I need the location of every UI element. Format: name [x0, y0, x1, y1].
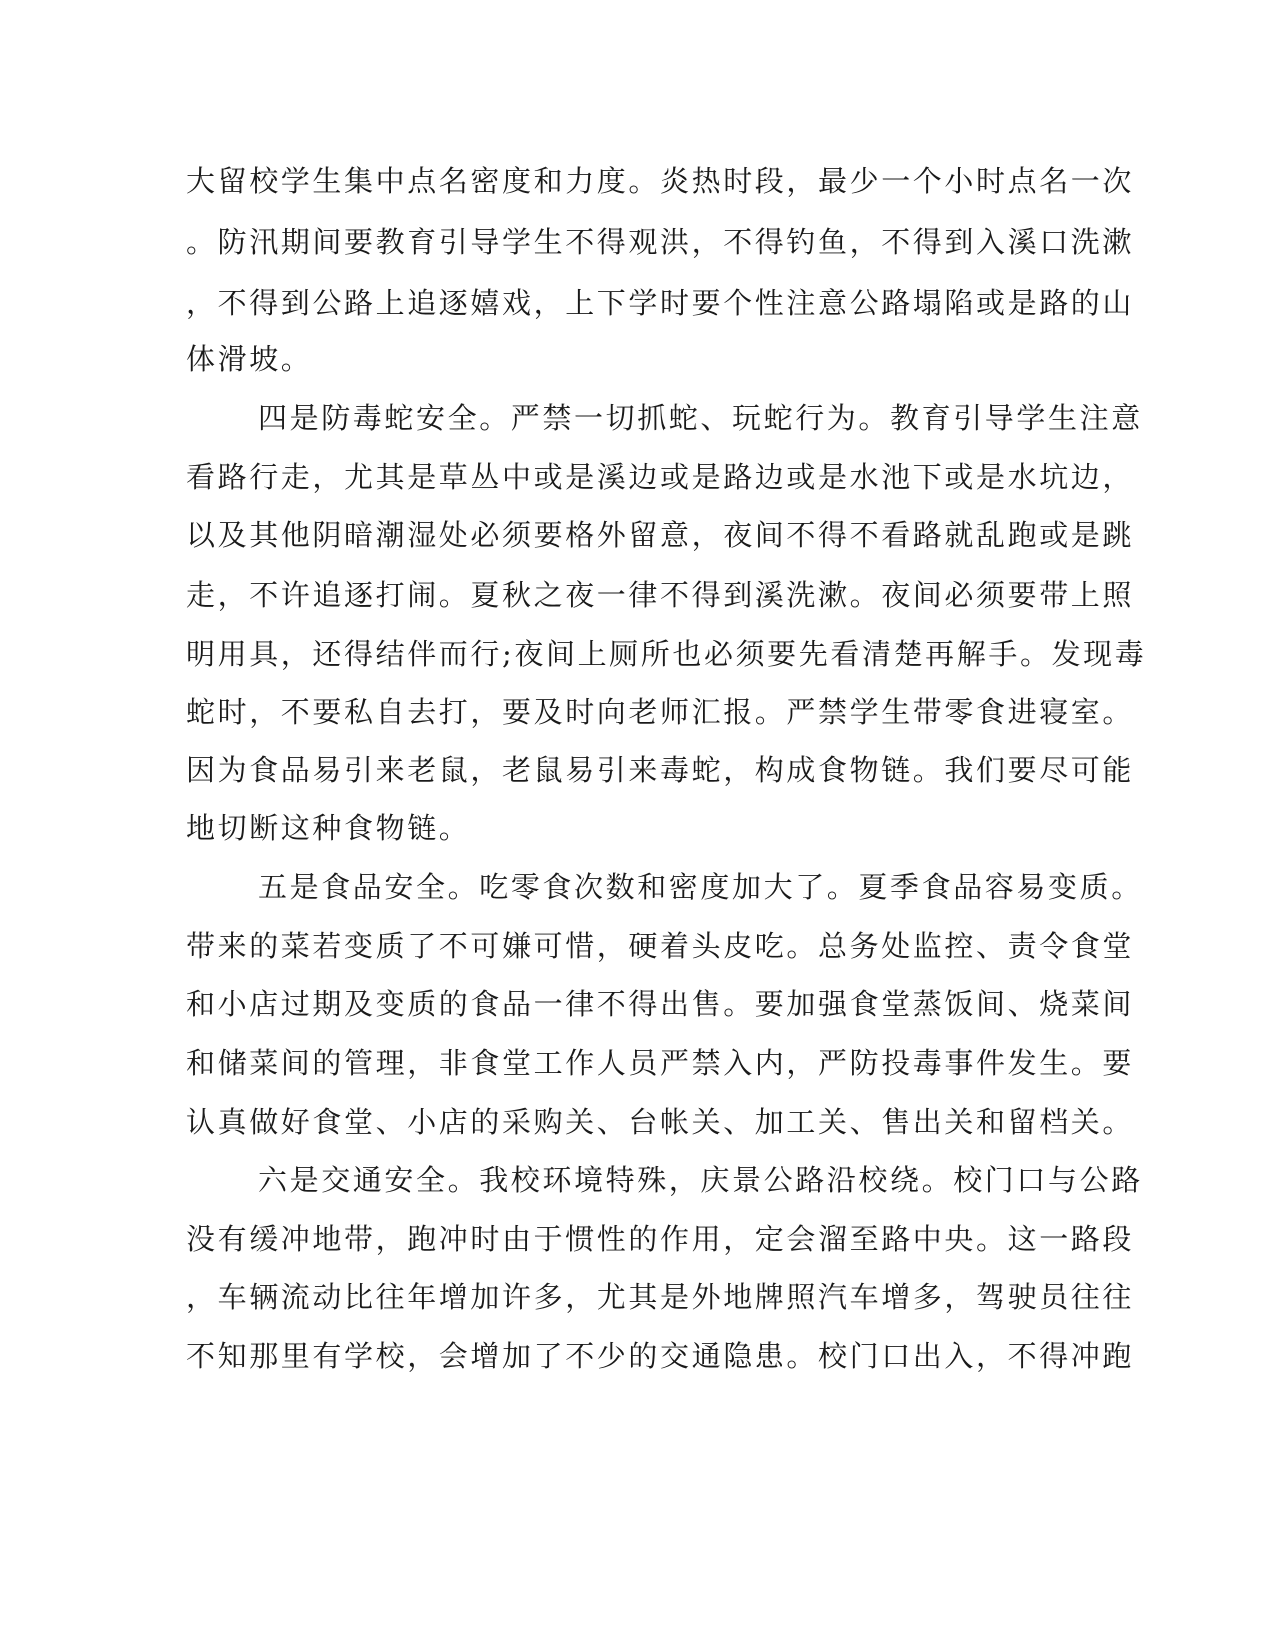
text-line: 和小店过期及变质的食品一律不得出售。要加强食堂蒸饭间、烧菜间 — [186, 987, 1135, 1021]
text-line: 不知那里有学校，会增加了不少的交通隐患。校门口出入，不得冲跑 — [186, 1339, 1135, 1373]
text-line: 带来的菜若变质了不可嫌可惜，硬着头皮吃。总务处监控、责令食堂 — [186, 929, 1135, 963]
text-line: 没有缓冲地带，跑冲时由于惯性的作用，定会溜至路中央。这一路段 — [186, 1222, 1135, 1256]
text-line: 地切断这种食物链。 — [186, 811, 471, 845]
text-line: ，不得到公路上追逐嬉戏，上下学时要个性注意公路塌陷或是路的山 — [186, 286, 1135, 320]
paragraph-start-line: 六是交通安全。我校环境特殊，庆景公路沿校绕。校门口与公路 — [258, 1163, 1143, 1197]
text-line: 和储菜间的管理，非食堂工作人员严禁入内，严防投毒事件发生。要 — [186, 1046, 1135, 1080]
text-line: 以及其他阴暗潮湿处必须要格外留意，夜间不得不看路就乱跑或是跳 — [186, 518, 1135, 552]
text-line: 大留校学生集中点名密度和力度。炎热时段，最少一个小时点名一次 — [186, 164, 1135, 198]
text-line: ，车辆流动比往年增加许多，尤其是外地牌照汽车增多，驾驶员往往 — [186, 1280, 1135, 1314]
text-line: 蛇时，不要私自去打，要及时向老师汇报。严禁学生带零食进寝室。 — [186, 695, 1135, 729]
paragraph-start-line: 五是食品安全。吃零食次数和密度加大了。夏季食品容易变质。 — [258, 870, 1143, 904]
text-line: 。防汛期间要教育引导学生不得观洪，不得钓鱼，不得到入溪口洗漱 — [186, 225, 1135, 259]
text-line: 明用具，还得结伴而行;夜间上厕所也必须要先看清楚再解手。发现毒 — [186, 637, 1147, 671]
text-line: 认真做好食堂、小店的采购关、台帐关、加工关、售出关和留档关。 — [186, 1105, 1135, 1139]
text-line: 走，不许追逐打闹。夏秋之夜一律不得到溪洗漱。夜间必须要带上照 — [186, 578, 1135, 612]
paragraph-start-line: 四是防毒蛇安全。严禁一切抓蛇、玩蛇行为。教育引导学生注意 — [258, 401, 1143, 435]
text-line: 看路行走，尤其是草丛中或是溪边或是路边或是水池下或是水坑边， — [186, 460, 1135, 494]
text-line: 因为食品易引来老鼠，老鼠易引来毒蛇，构成食物链。我们要尽可能 — [186, 753, 1135, 787]
text-line: 体滑坡。 — [186, 342, 313, 376]
